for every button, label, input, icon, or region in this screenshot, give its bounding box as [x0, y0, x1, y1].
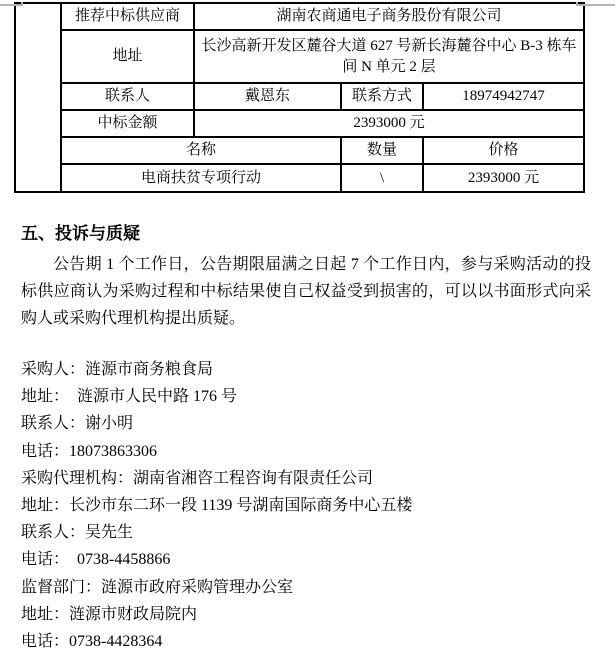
- supervisor-address-line: 地址：涟源市财政局院内: [21, 605, 198, 623]
- address-value-cell: 长沙高新开发区麓谷大道 627 号新长海麓谷中心 B-3 栋车间 N 单元 2 层: [194, 30, 584, 83]
- table-row-item: [15, 164, 584, 192]
- table-row-supplier: [15, 3, 584, 30]
- complaint-paragraph: 公告期 1 个工作日，公告期限届满之日起 7 个工作日内，参与采购活动的投标供应商认为采购过程和中标结果使自己权益受到损害的，可以以书面形式向采购人或采购代理机构提出质疑。: [21, 256, 591, 327]
- item-name-header-cell: 名称: [61, 137, 341, 164]
- item-name-cell: 电商扶贫专项行动: [61, 164, 341, 192]
- contact-info-block: [21, 356, 591, 655]
- supervisor-line: 监督部门：涟源市政府采购管理办公室: [21, 578, 294, 596]
- supervisor-phone-line: 电话：0738-4428364: [21, 632, 163, 650]
- table-row-item-header: [15, 137, 584, 164]
- agency-contact-line: 联系人：吴先生: [21, 524, 134, 542]
- contact-value-cell: 戴恩东: [194, 83, 341, 110]
- purchaser-address-line: 地址： 涟源市人民中路 176 号: [21, 388, 238, 406]
- contact-method-label-cell: 联系方式: [341, 83, 423, 110]
- table-row-contact: [15, 83, 584, 110]
- supplier-value-cell: 湖南农商通电子商务股份有限公司: [194, 3, 584, 30]
- item-qty-header-cell: 数量: [341, 137, 423, 164]
- table-row-address: [15, 30, 584, 83]
- supplier-label-cell: 推荐中标供应商: [61, 3, 194, 30]
- agency-phone-line: 电话： 0738-4458866: [21, 551, 171, 569]
- award-result-table: [14, 2, 585, 193]
- item-price-cell: 2393000 元: [423, 164, 584, 192]
- purchaser-phone-line: 电话：18073863306: [21, 442, 158, 460]
- page-guide-mark-left-vertical: [21, 2, 23, 6]
- item-qty-cell: \: [341, 164, 423, 192]
- contact-method-value-cell: 18974942747: [423, 83, 584, 110]
- amount-value-cell: 2393000 元: [194, 110, 584, 137]
- agency-line: 采购代理机构：湖南省湘咨工程咨询有限责任公司: [21, 469, 374, 487]
- address-label-cell: 地址: [61, 30, 194, 83]
- purchaser-line: 采购人：涟源市商务粮食局: [21, 361, 214, 378]
- item-price-header-cell: 价格: [423, 137, 584, 164]
- agency-address-line: 地址：长沙市东二环一段 1139 号湖南国际商务中心五楼: [21, 496, 413, 514]
- amount-label-cell: 中标金额: [61, 110, 194, 137]
- purchaser-contact-line: 联系人：谢小明: [21, 415, 134, 433]
- table-row-amount: [15, 110, 584, 137]
- contact-label-cell: 联系人: [61, 83, 194, 110]
- page-guide-mark-left-horizontal: [0, 4, 23, 6]
- section-heading: 五、投诉与质疑: [21, 224, 140, 243]
- page-guide-mark-right-horizontal: [576, 4, 615, 6]
- table-left-empty-cell: [15, 3, 61, 192]
